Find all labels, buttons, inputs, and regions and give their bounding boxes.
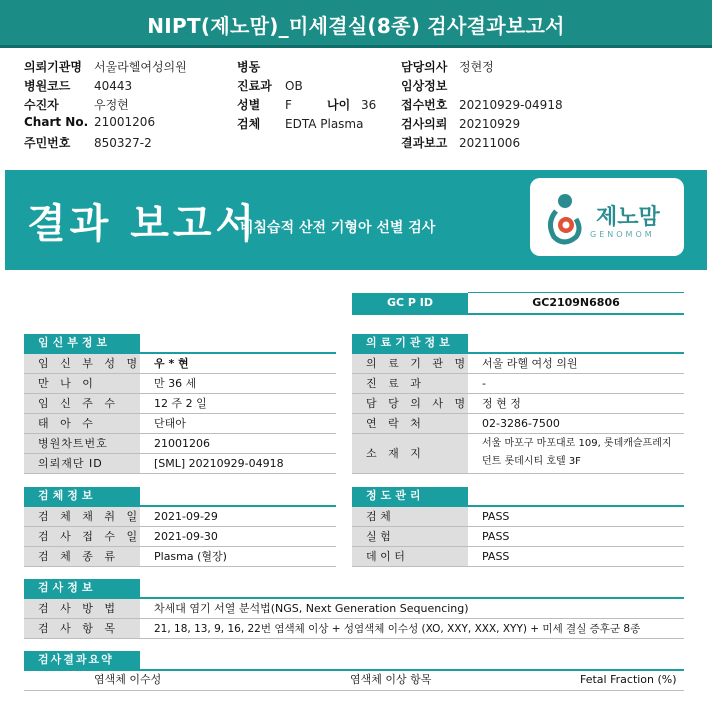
header-doctor: 담당의사 정현정 xyxy=(401,60,494,74)
header-institution: 의뢰기관명 서울라헬여성의원 xyxy=(24,60,187,74)
pregnant-row: 임 신 주 수 12 주 2 일 xyxy=(24,394,336,414)
report-title: NIPT(제노맘)_미세결실(8종) 검사결과보고서 xyxy=(147,14,565,38)
institution-row: 연 락 처 02-3286-7500 xyxy=(352,414,684,434)
test-row: 검 사 항 목 21, 18, 13, 9, 16, 22번 염색체 이상 + 성염색체 이수성 (XO, XXY, XXX, XYY) + 미세 결실 증후군 8종 xyxy=(24,619,684,639)
banner-title: 결과 보고서 xyxy=(27,201,259,247)
test-row: 검 사 방 법 차세대 염기 서열 분석법(NGS, Next Generation Sequencing) xyxy=(24,599,684,619)
section-qc-heading: 정도관리 xyxy=(352,487,468,505)
pregnant-row: 의뢰재단 ID [SML] 20210929-04918 xyxy=(24,454,336,474)
logo-text: 제노맘 xyxy=(596,205,660,230)
header-ward: 병동 xyxy=(237,60,261,74)
report-title-bar xyxy=(0,0,712,48)
institution-row: 진 료 과 - xyxy=(352,374,684,394)
summary-col-aneuploidy: 염색체 이수성 xyxy=(94,673,162,686)
summary-col-fetal-fraction: Fetal Fraction (%) xyxy=(580,673,677,686)
header-request-date: 검사의뢰 20210929 xyxy=(401,117,521,131)
genomom-logo-icon xyxy=(542,189,586,245)
section-specimen-heading: 검체정보 xyxy=(24,487,140,505)
header-report-date: 결과보고 20211006 xyxy=(401,136,521,150)
header-age: 나이 36 xyxy=(327,98,377,112)
qc-row: 데 이 터 PASS xyxy=(352,547,684,567)
header-sex: 성별 F xyxy=(237,98,292,112)
section-pregnant-heading: 임신부정보 xyxy=(24,334,140,352)
specimen-row: 검 체 채 취 일 2021-09-29 xyxy=(24,507,336,527)
header-id-number: 주민번호 850327-2 xyxy=(24,136,152,150)
pregnant-row: 태 아 수 단태아 xyxy=(24,414,336,434)
summary-col-abnormal-items: 염색체 이상 항목 xyxy=(350,673,432,686)
institution-row: 의 료 기 관 명 서울 라헬 여성 의원 xyxy=(352,354,684,374)
institution-address-row: 소 재 지 서울 마포구 마포대로 109, 롯데캐슬프레지 던트 롯데시티 호텔 3F xyxy=(352,434,684,474)
section-summary-heading: 검사결과요약 xyxy=(24,651,140,669)
address-line-1: 서울 마포구 마포대로 109, 롯데캐슬프레지 xyxy=(482,438,672,449)
header-receipt-no: 접수번호 20210929-04918 xyxy=(401,98,563,112)
summary-header-row xyxy=(24,670,684,690)
header-chart-no: Chart No. 21001206 xyxy=(24,115,156,129)
header-hospital-code: 병원코드 40443 xyxy=(24,79,133,93)
banner-subtitle: 비침습적 산전 기형아 선별 검사 xyxy=(240,220,436,236)
pregnant-row: 병원차트번호 21001206 xyxy=(24,434,336,454)
specimen-row: 검 사 접 수 일 2021-09-30 xyxy=(24,527,336,547)
pregnant-row: 만 나 이 만 36 세 xyxy=(24,374,336,394)
specimen-row: 검 체 종 류 Plasma (혈장) xyxy=(24,547,336,567)
gcpid-label: GC P ID xyxy=(352,293,468,313)
logo-subtext: GENOMOM xyxy=(590,230,655,239)
qc-row: 실 험 PASS xyxy=(352,527,684,547)
pregnant-row: 임 신 부 성 명 우 * 현 xyxy=(24,354,336,374)
section-institution-heading: 의료기관정보 xyxy=(352,334,468,352)
header-clinical-info: 임상정보 xyxy=(401,79,448,93)
address-line-2: 던트 롯데시티 호텔 3F xyxy=(482,456,581,467)
header-specimen: 검체 EDTA Plasma xyxy=(237,117,364,131)
header-department: 진료과 OB xyxy=(237,79,303,93)
header-patient: 수진자 우정현 xyxy=(24,98,129,112)
section-test-heading: 검사정보 xyxy=(24,579,140,597)
gcpid-underline xyxy=(352,313,684,315)
qc-row: 검 체 PASS xyxy=(352,507,684,527)
gcpid-value: GC2109N6806 xyxy=(532,296,620,309)
institution-row: 담 당 의 사 명 정 현 정 xyxy=(352,394,684,414)
